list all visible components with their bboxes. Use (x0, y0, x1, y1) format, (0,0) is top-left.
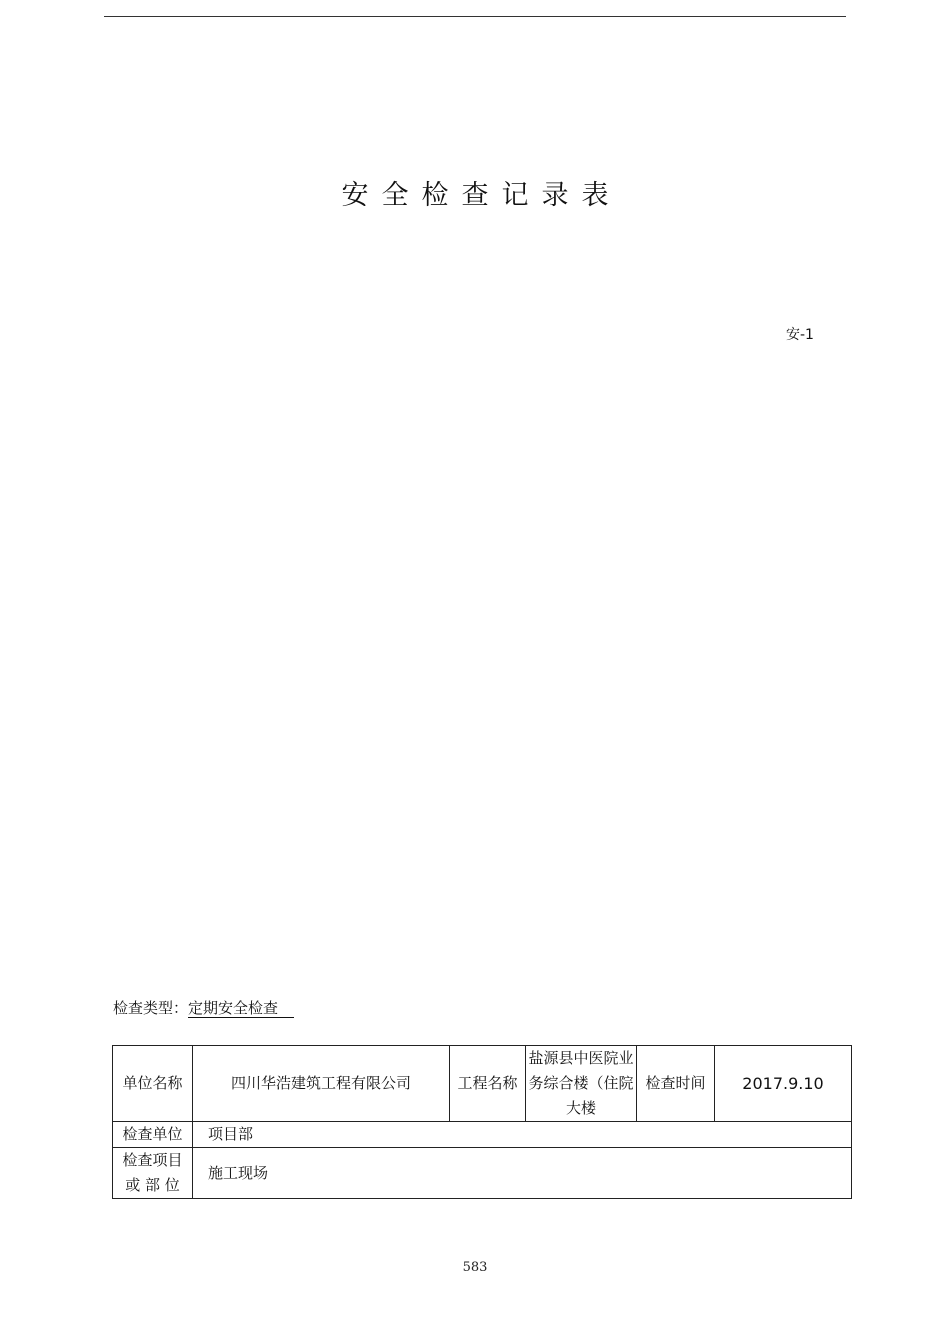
project-name-label: 工程名称 (450, 1046, 526, 1122)
inspection-item-value: 施工现场 (193, 1148, 852, 1199)
check-type-label: 检查类型： (113, 999, 189, 1017)
inspection-item-label-line2: 或 部 位 (125, 1176, 180, 1194)
table-row (113, 1046, 852, 1122)
page-number: 583 (462, 1260, 488, 1275)
inspecting-unit-label: 检查单位 (113, 1122, 193, 1148)
check-type-value: 定期安全检查 (188, 999, 294, 1018)
unit-name-label: 单位名称 (113, 1046, 193, 1122)
table-row (113, 1148, 852, 1199)
inspection-record-table (112, 1045, 852, 1199)
check-time-value: 2017.9.10 (715, 1046, 852, 1122)
table-row (113, 1122, 852, 1148)
inspection-item-label-line1: 检查项目 (122, 1151, 183, 1169)
unit-name-value: 四川华浩建筑工程有限公司 (193, 1046, 450, 1122)
inspection-item-label (113, 1148, 193, 1199)
check-type-line (113, 998, 294, 1018)
form-code: 安-1 (786, 327, 814, 343)
header-rule (104, 16, 846, 17)
check-time-label: 检查时间 (637, 1046, 715, 1122)
project-name-value: 盐源县中医院业务综合楼（住院大楼 (526, 1046, 637, 1122)
document-title: 安全检查记录表 (341, 180, 622, 211)
inspecting-unit-value: 项目部 (193, 1122, 852, 1148)
